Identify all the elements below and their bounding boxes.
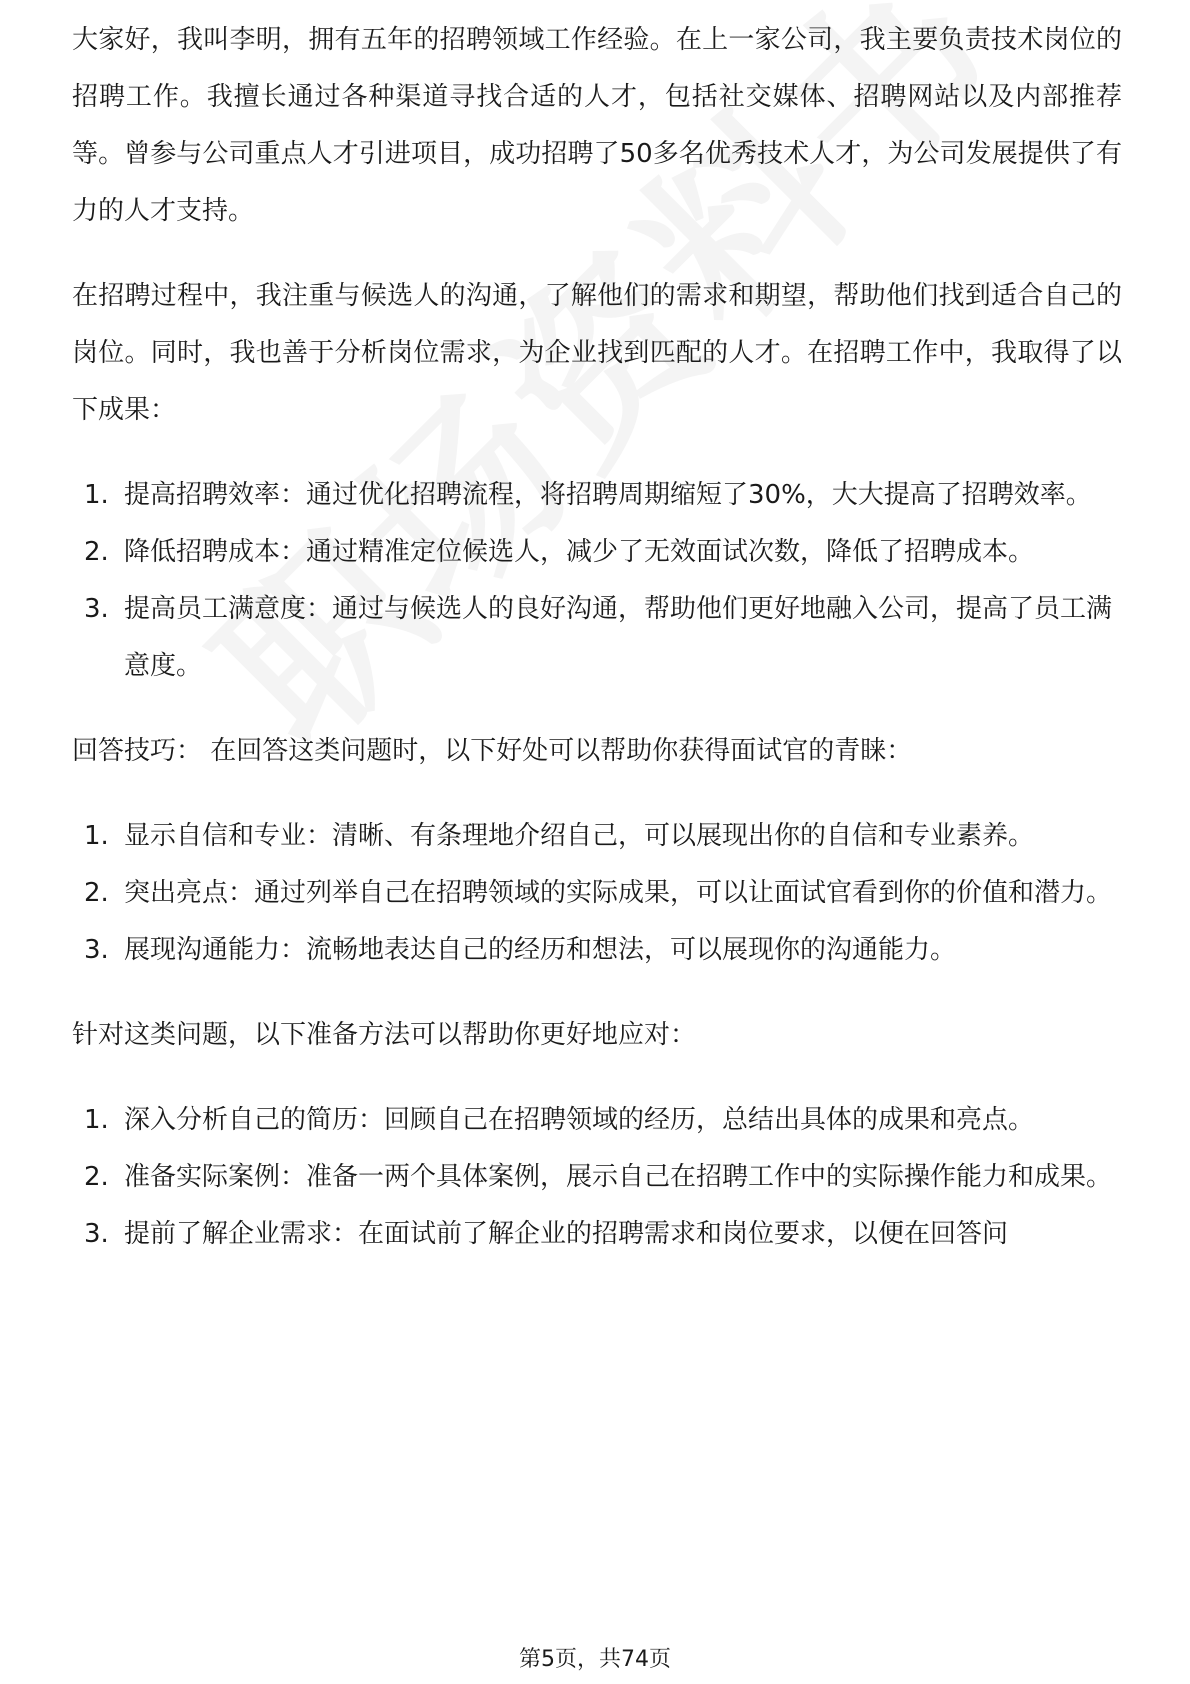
tips-paragraph: 回答技巧： 在回答这类问题时，以下好处可以帮助你获得面试官的青睐： (72, 736, 913, 766)
list-number: 1. (84, 821, 109, 851)
list-number: 2. (84, 878, 109, 908)
list-text: 显示自信和专业：清晰、有条理地介绍自己，可以展现出你的自信和专业素养。 (124, 821, 1035, 851)
list-item (72, 808, 1122, 865)
list-text: 深入分析自己的简历：回顾自己在招聘领域的经历，总结出具体的成果和亮点。 (124, 1105, 1035, 1135)
list-text: 突出亮点：通过列举自己在招聘领域的实际成果，可以让面试官看到你的价值和潜力。 (124, 878, 1113, 908)
list-number: 3. (84, 594, 109, 624)
benefits-list (72, 808, 1122, 979)
list-item (72, 865, 1122, 922)
achievements-list (72, 467, 1122, 695)
document-body (72, 12, 1122, 1263)
list-number: 2. (84, 1162, 109, 1192)
list-number: 3. (84, 935, 109, 965)
list-number: 1. (84, 1105, 109, 1135)
list-number: 1. (84, 480, 109, 510)
list-text: 准备实际案例：准备一两个具体案例，展示自己在招聘工作中的实际操作能力和成果。 (124, 1162, 1113, 1192)
intro-paragraph: 大家好，我叫李明，拥有五年的招聘领域工作经验。在上一家公司，我主要负责技术岗位的招聘工作。我擅长通过各种渠道寻找合适的人才，包括社交媒体、招聘网站以及内部推荐等。曾参与公司重点人才引进项目，成功招聘了50多名优秀技术人才，为公司发展提供了有力的人才支持。 (72, 25, 1122, 226)
list-number: 2. (84, 537, 109, 567)
list-item (72, 467, 1122, 524)
list-item (72, 1149, 1122, 1206)
list-text: 提前了解企业需求：在面试前了解企业的招聘需求和岗位要求，以便在回答问 (124, 1219, 1009, 1249)
list-item (72, 581, 1122, 695)
list-number: 3. (84, 1219, 109, 1249)
list-item (72, 1206, 1122, 1263)
page-number: 第5页，共74页 (519, 1647, 671, 1672)
list-text: 提高招聘效率：通过优化招聘流程，将招聘周期缩短了30%，大大提高了招聘效率。 (124, 480, 1092, 510)
list-item (72, 922, 1122, 979)
list-item (72, 1092, 1122, 1149)
list-text: 降低招聘成本：通过精准定位候选人，减少了无效面试次数，降低了招聘成本。 (124, 537, 1035, 567)
list-item (72, 524, 1122, 581)
list-text: 提高员工满意度：通过与候选人的良好沟通，帮助他们更好地融入公司，提高了员工满意度。 (124, 594, 1113, 681)
list-text: 展现沟通能力：流畅地表达自己的经历和想法，可以展现你的沟通能力。 (124, 935, 957, 965)
process-paragraph: 在招聘过程中，我注重与候选人的沟通，了解他们的需求和期望，帮助他们找到适合自己的岗位。同时，我也善于分析岗位需求，为企业找到匹配的人才。在招聘工作中，我取得了以下成果： (72, 281, 1122, 425)
preparation-list (72, 1092, 1122, 1263)
preparation-paragraph: 针对这类问题，以下准备方法可以帮助你更好地应对： (72, 1020, 697, 1050)
